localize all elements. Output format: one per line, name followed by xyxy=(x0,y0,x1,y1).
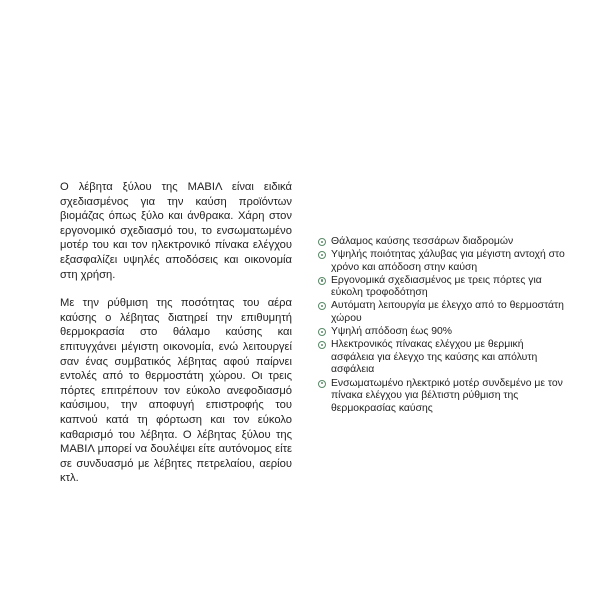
feature-item xyxy=(318,300,568,325)
feature-item-text: Υψηλής ποιότητας χάλυβας για μέγιστη αντοχή στο χρόνο και απόδοση στην καύση xyxy=(331,249,565,273)
feature-item xyxy=(318,378,568,416)
feature-item xyxy=(318,275,568,300)
feature-item-text: Αυτόματη λειτουργία με έλεγχο από το θερμοστάτη χώρου xyxy=(331,300,564,325)
description-paragraph-1: Ο λέβητα ξύλου της ΜΑΒΙΛ είναι ειδικά σχεδιασμένος για την καύση προϊόντων βιομάζας όπως ξύλο και άνθρακα. Χάρη στον εργονομικό σχεδιασμό του, το ενσωματωμένο μοτέρ του και τον ηλεκτρονικό πίνακα ελέγχου εξασφαλίζει υψηλές αποδόσεις και οικονομία στη χρήση. xyxy=(60,181,292,281)
feature-item xyxy=(318,326,568,339)
feature-item-text: Ενσωματωμένο ηλεκτρικό μοτέρ συνδεμένο με τον πίνακα ελέγχου για βέλτιστη ρύθμιση της θερμοκρασίας καύσης xyxy=(331,377,563,414)
feature-item-text: Ηλεκτρονικός πίνακας ελέγχου με θερμική ασφάλεια για έλεγχο της καύσης και απόλυτη ασφάλεια xyxy=(331,339,538,376)
circle-bullet-icon xyxy=(318,328,326,336)
circle-bullet-icon xyxy=(318,302,326,310)
circle-bullet-icon xyxy=(318,238,326,246)
circle-bullet-icon xyxy=(318,341,326,349)
features-list xyxy=(318,236,568,416)
feature-item-text: Εργονομικά σχεδιασμένος με τρεις πόρτες για εύκολη τροφοδότηση xyxy=(331,274,542,299)
feature-item-text: Θάλαμος καύσης τεσσάρων διαδρομών xyxy=(331,236,514,247)
description-paragraph-2: Με την ρύθμιση της ποσότητας του αέρα καύσης ο λέβητας διατηρεί την επιθυμητή θερμοκρασία στο θάλαμο καύσης και επιτυγχάνει μέγιστη οικονομία, ενώ λειτουργεί σαν ένας συμβατικός λέβητας αφού παίρνει εντολές από το θερμοστάτη χώρου. Οι τρεις πόρτες επιτρέπουν τον εύκολο ανεφοδιασμό καύσιμου, την αποφυγή επιστροφής του καπνού κατά τη φόρτωση και τον εύκολο καθαρισμό του λέβητα. Ο λέβητας ξύλου της ΜΑΒΙΛ μπορεί να δουλέψει είτε αυτόνομος είτε σε συνδυασμό με λέβητες πετρελαίου, αερίου κτλ. xyxy=(60,297,292,485)
feature-item xyxy=(318,236,568,249)
circle-bullet-icon xyxy=(318,251,326,259)
feature-item xyxy=(318,249,568,274)
description-text xyxy=(60,180,292,500)
circle-bullet-icon xyxy=(318,380,326,388)
circle-bullet-icon xyxy=(318,277,326,285)
feature-item-text: Υψηλή απόδοση έως 90% xyxy=(331,326,453,338)
feature-item xyxy=(318,339,568,377)
